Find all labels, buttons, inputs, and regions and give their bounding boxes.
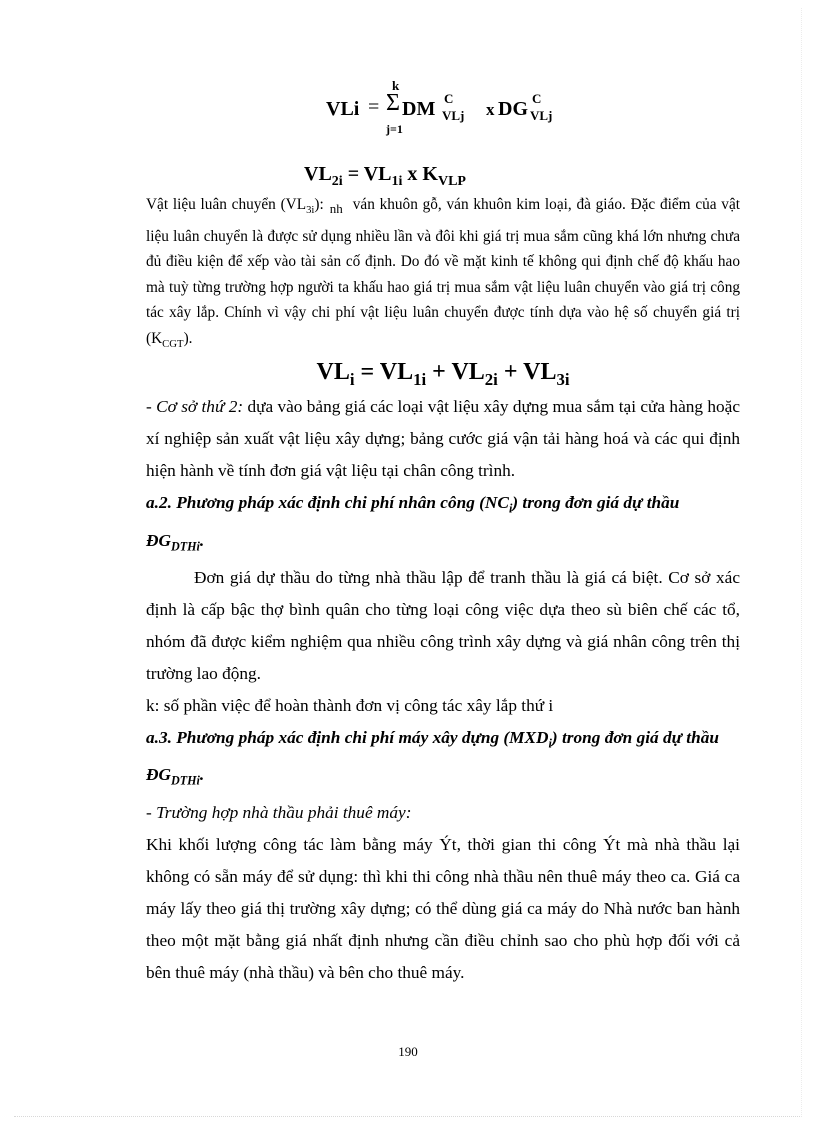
vl2-subscript: 2i	[331, 174, 343, 189]
formula-equals: =	[368, 96, 380, 118]
paragraph-material-rotation: Vật liệu luân chuyển $(VL_{3i})$: $_{nh}$ ván khuôn gỗ, ván khuôn kim loại, đà giáo. Đặc điểm của vật liệu luân chuyển là được sử dụng nhiều lần và đôi khi giá trị mua sắm cũng khá lớn nhưng chưa đủ điều kiện để xếp vào tài sản cố định. Do đó về mặt kinh tế không qui định chế độ khấu hao mà tuỳ từng trường hợp người ta khấu hao giá trị mua sắm vật liệu luân chuyển vào giá trị công tác xây lắp. Chính vì vậy chi phí vật liệu luân chuyển được tính dựa vào hệ số chuyển giá trị $(K_{CGT})$.	[146, 196, 740, 350]
vl1-subscript: 1i	[391, 174, 403, 189]
case-rent-machine: - Trường hợp nhà thầu phải thuê máy:	[146, 802, 412, 822]
vl2-term: VL	[304, 163, 332, 185]
dg-superscript: C	[532, 91, 542, 106]
heading-a2: a.2. Phương pháp xác định chi phí nhân công $(NC_i)$ trong đơn giá dự thầu $ĐG_{DTHi}$.	[146, 493, 680, 553]
paragraph-labor-cost: Đơn giá dự thầu do từng nhà thầu lập để tranh thầu là giá cá biệt. Cơ sở xác định là cấp bậc thợ bình quân cho từng loại công việc dựa theo sù biên chế các tổ, nhóm đã được kiểm nghiệm qua nhiều công trình xây dựng và giá nhân công trên thị trường lao động.	[146, 568, 740, 683]
dm-subscript: VLj	[442, 108, 465, 123]
kvlp-term: K	[422, 163, 438, 185]
formula3-plus-2: +	[503, 359, 518, 386]
page-number: 190	[398, 1044, 418, 1059]
sum-upper-limit: k	[392, 78, 400, 93]
formula-vli-sum	[146, 78, 740, 156]
formula-vli-total: $VL_i = VL_{1i} + VL_{2i} + VL_{3i}$	[316, 359, 570, 389]
dg-term: DG	[498, 98, 528, 120]
page-content	[146, 78, 740, 989]
sum-lower-limit: j=1	[386, 122, 403, 136]
formula-lhs: VLi	[326, 98, 360, 120]
paragraph-machine-rental: Khi khối lượng công tác làm bằng máy Ýt, thời gian thi công Ýt mà nhà thầu lại không có sẵn máy để sử dụng: thì khi thi công nhà thầu nên thuê máy theo ca. Giá ca máy lấy theo giá thị trường xây dựng; có thể dùng giá ca máy do Nhà nước ban hành theo một mặt bằng giá nhất định nhưng cần điều chỉnh sao cho phù hợp đối với cả bên thuê máy (nhà thầu) và bên cho thuê máy.	[146, 834, 740, 982]
formula-vl2i	[146, 156, 740, 192]
sigma-symbol: Σ	[386, 90, 400, 116]
basis-2-label: - Cơ sở thứ 2:	[146, 397, 244, 417]
paragraph-basis-2: - Cơ sở thứ 2: dựa vào bảng giá các loại vật liệu xây dựng mua sắm tại cửa hàng hoặc xí nghiệp sản xuất vật liệu xây dựng; bảng cước giá vận tải hàng hoá và các qui định hiện hành về tính đơn giá vật liệu tại chân công trình.	[146, 397, 740, 481]
dm-superscript: C	[444, 91, 454, 106]
formula2-times: x	[407, 163, 418, 185]
times-sign: x	[486, 100, 495, 119]
vl1-term: VL	[363, 163, 392, 185]
note-k-definition: k: số phần việc để hoàn thành đơn vị công tác xây lắp thứ i	[146, 696, 554, 715]
dg-subscript: VLj	[530, 108, 553, 123]
kvlp-subscript: VLP	[437, 174, 466, 189]
formula2-equals: =	[347, 163, 360, 185]
dm-term: DM	[402, 98, 436, 120]
heading-a3: a.3. Phương pháp xác định chi phí máy xây dựng $(MXD_i)$ trong đơn giá dự thầu $ĐG_{DTHi}$.	[146, 728, 719, 788]
nh-fragment: nh	[329, 201, 343, 216]
